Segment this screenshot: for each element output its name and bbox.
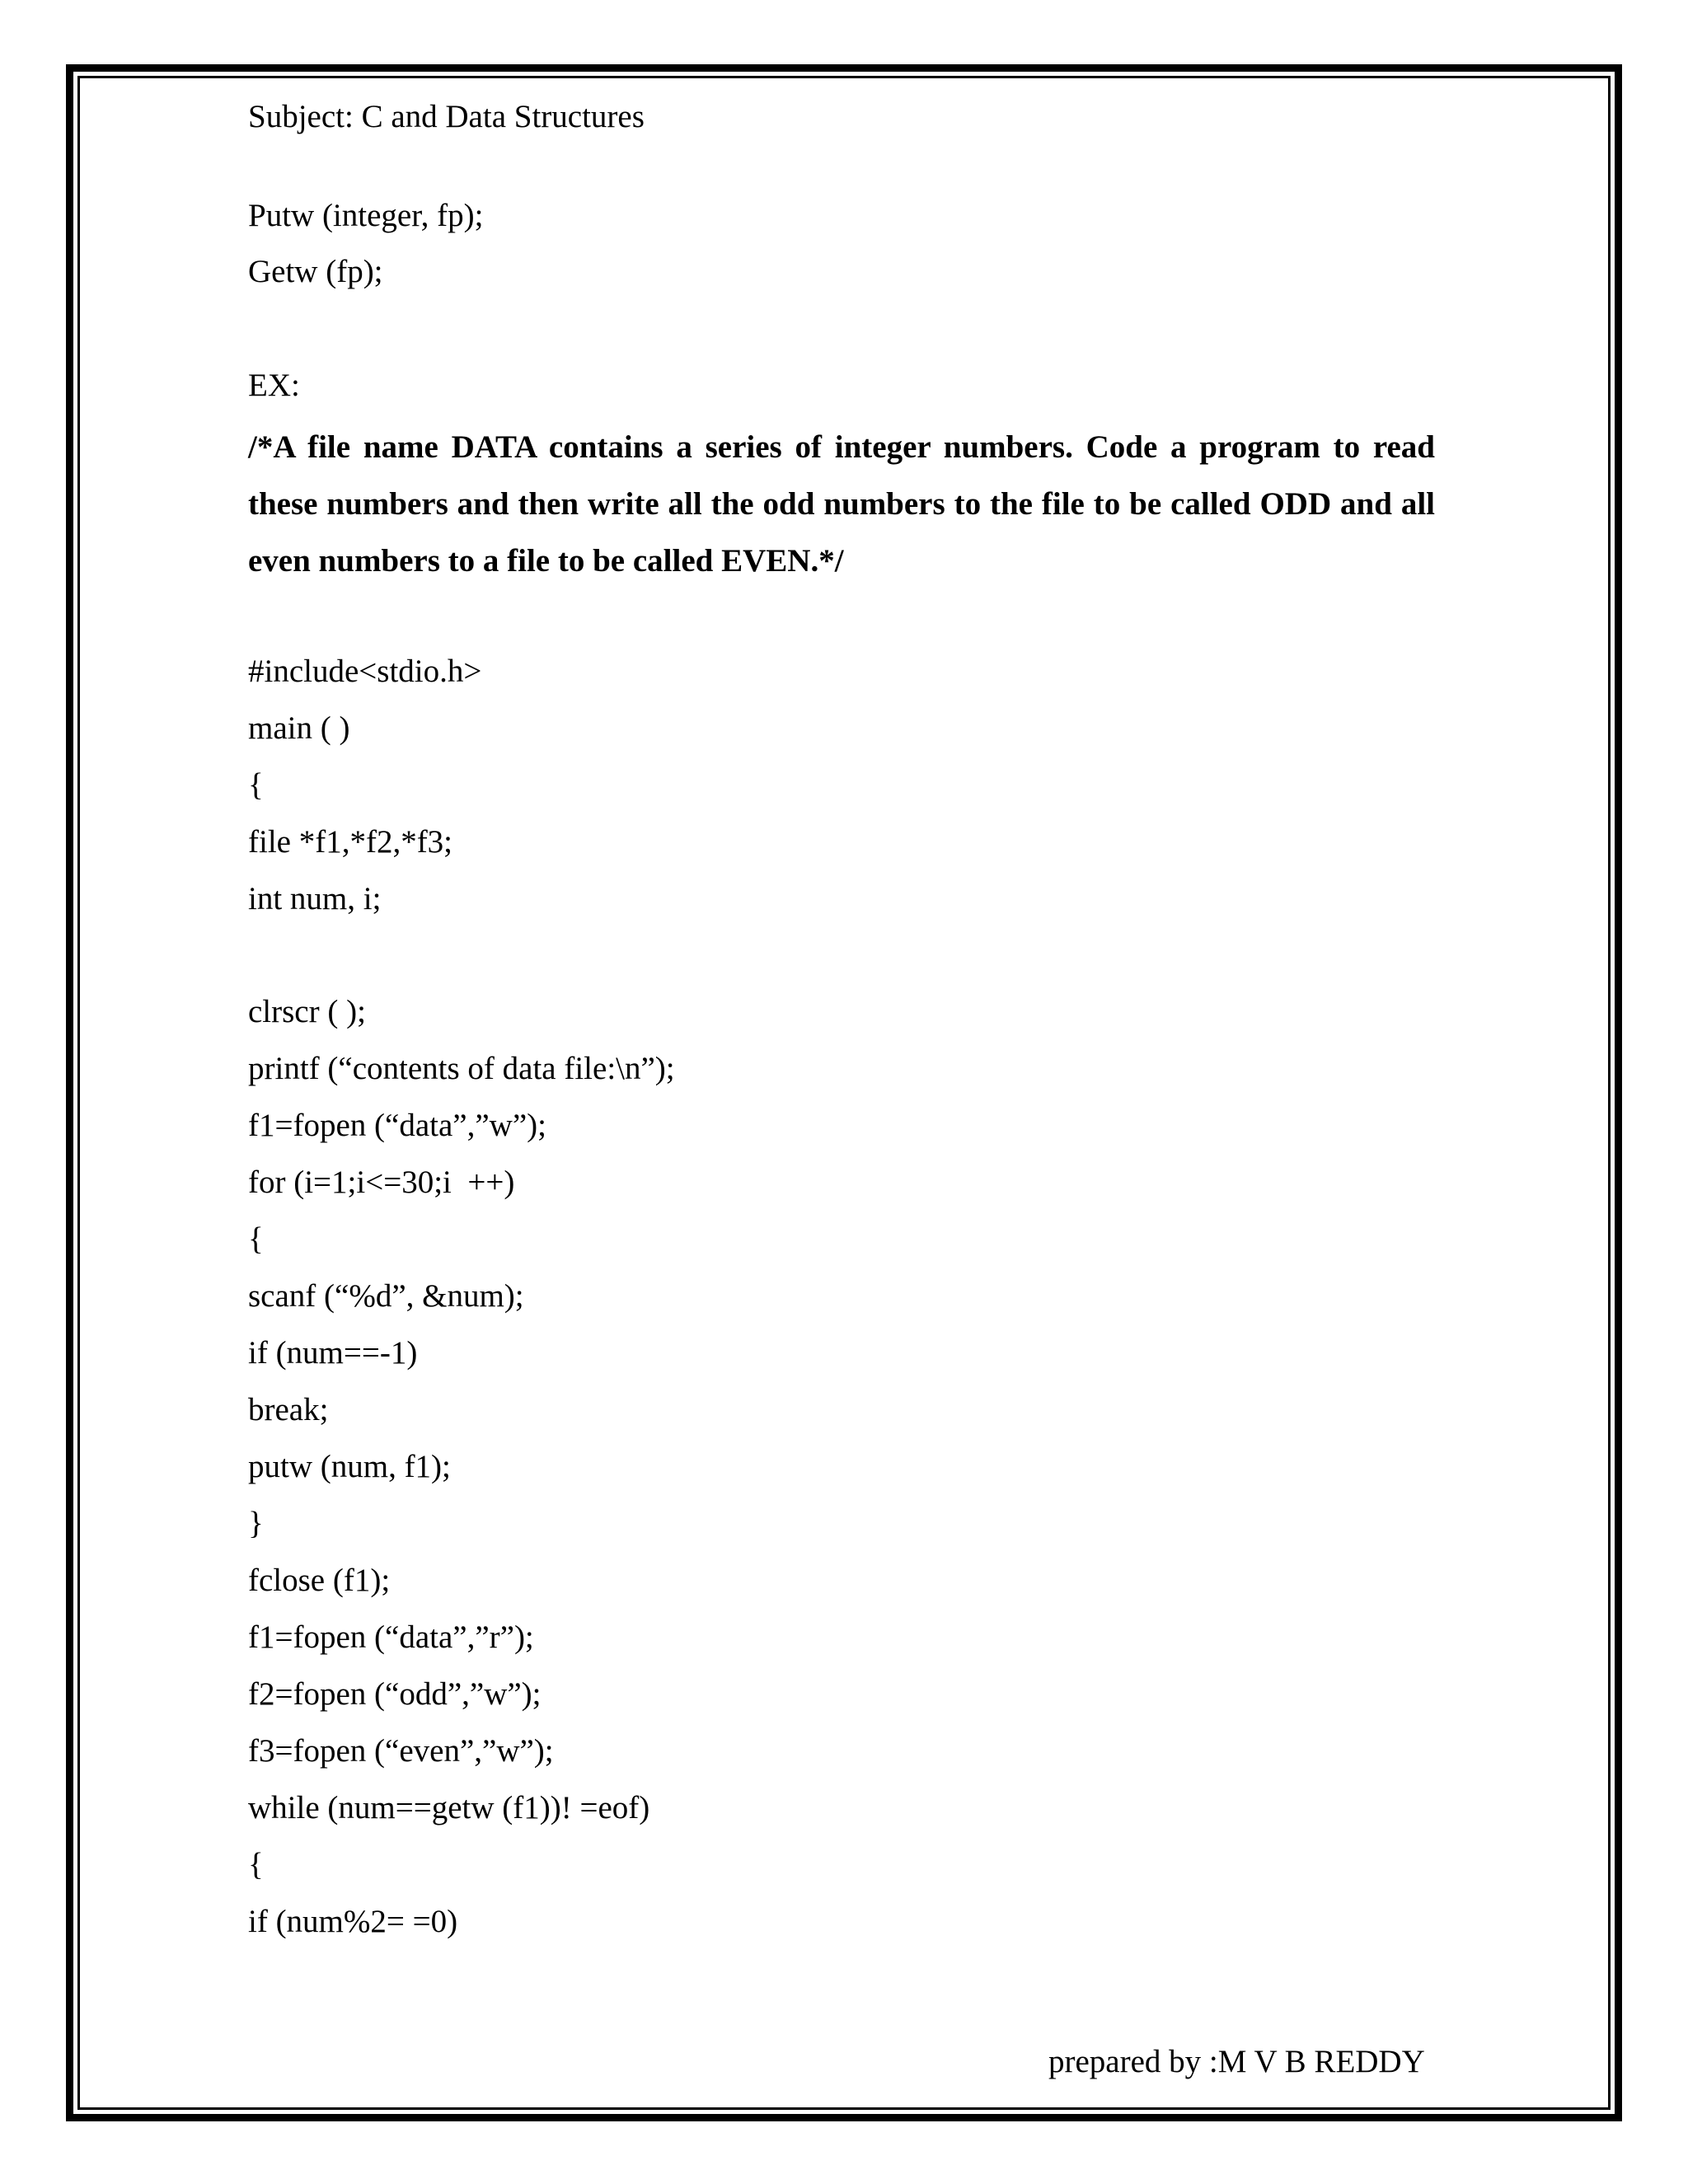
code-line: clrscr ( ); xyxy=(248,994,366,1029)
code-line: { xyxy=(248,1847,264,1882)
code-line: f2=fopen (“odd”,”w”); xyxy=(248,1676,542,1712)
problem-statement: /*A file name DATA contains a series of integer numbers. Code a program to read these numbers and then write all the odd numbers to the file to be called ODD and all even numbers to a file to be called EVEN.*/ xyxy=(248,429,1435,579)
code-line: { xyxy=(248,767,264,803)
syntax-line: Putw (integer, fp); xyxy=(248,198,484,233)
code-line: if (num%2= =0) xyxy=(248,1904,458,1939)
footer-author: prepared by :M V B REDDY xyxy=(1048,2044,1425,2079)
code-line: main ( ) xyxy=(248,710,350,746)
syntax-line: Getw (fp); xyxy=(248,254,383,289)
subject-header: Subject: C and Data Structures xyxy=(248,99,645,134)
code-line: file *f1,*f2,*f3; xyxy=(248,824,453,860)
code-line: scanf (“%d”, &num); xyxy=(248,1278,524,1314)
code-line: f1=fopen (“data”,”w”); xyxy=(248,1108,546,1143)
code-line: f1=fopen (“data”,”r”); xyxy=(248,1619,534,1655)
code-line: printf (“contents of data file:\n”); xyxy=(248,1051,675,1086)
example-label: EX: xyxy=(248,368,300,403)
code-line: int num, i; xyxy=(248,881,382,916)
code-line: fclose (f1); xyxy=(248,1563,391,1598)
code-line: { xyxy=(248,1221,264,1257)
code-line: putw (num, f1); xyxy=(248,1449,451,1484)
code-line: #include<stdio.h> xyxy=(248,654,482,689)
code-line: if (num==-1) xyxy=(248,1335,418,1371)
code-line: } xyxy=(248,1506,264,1541)
code-line: break; xyxy=(248,1392,329,1427)
code-line: for (i=1;i<=30;i ++) xyxy=(248,1165,515,1200)
code-line: f3=fopen (“even”,”w”); xyxy=(248,1733,554,1769)
code-line: while (num==getw (f1))! =eof) xyxy=(248,1790,650,1825)
